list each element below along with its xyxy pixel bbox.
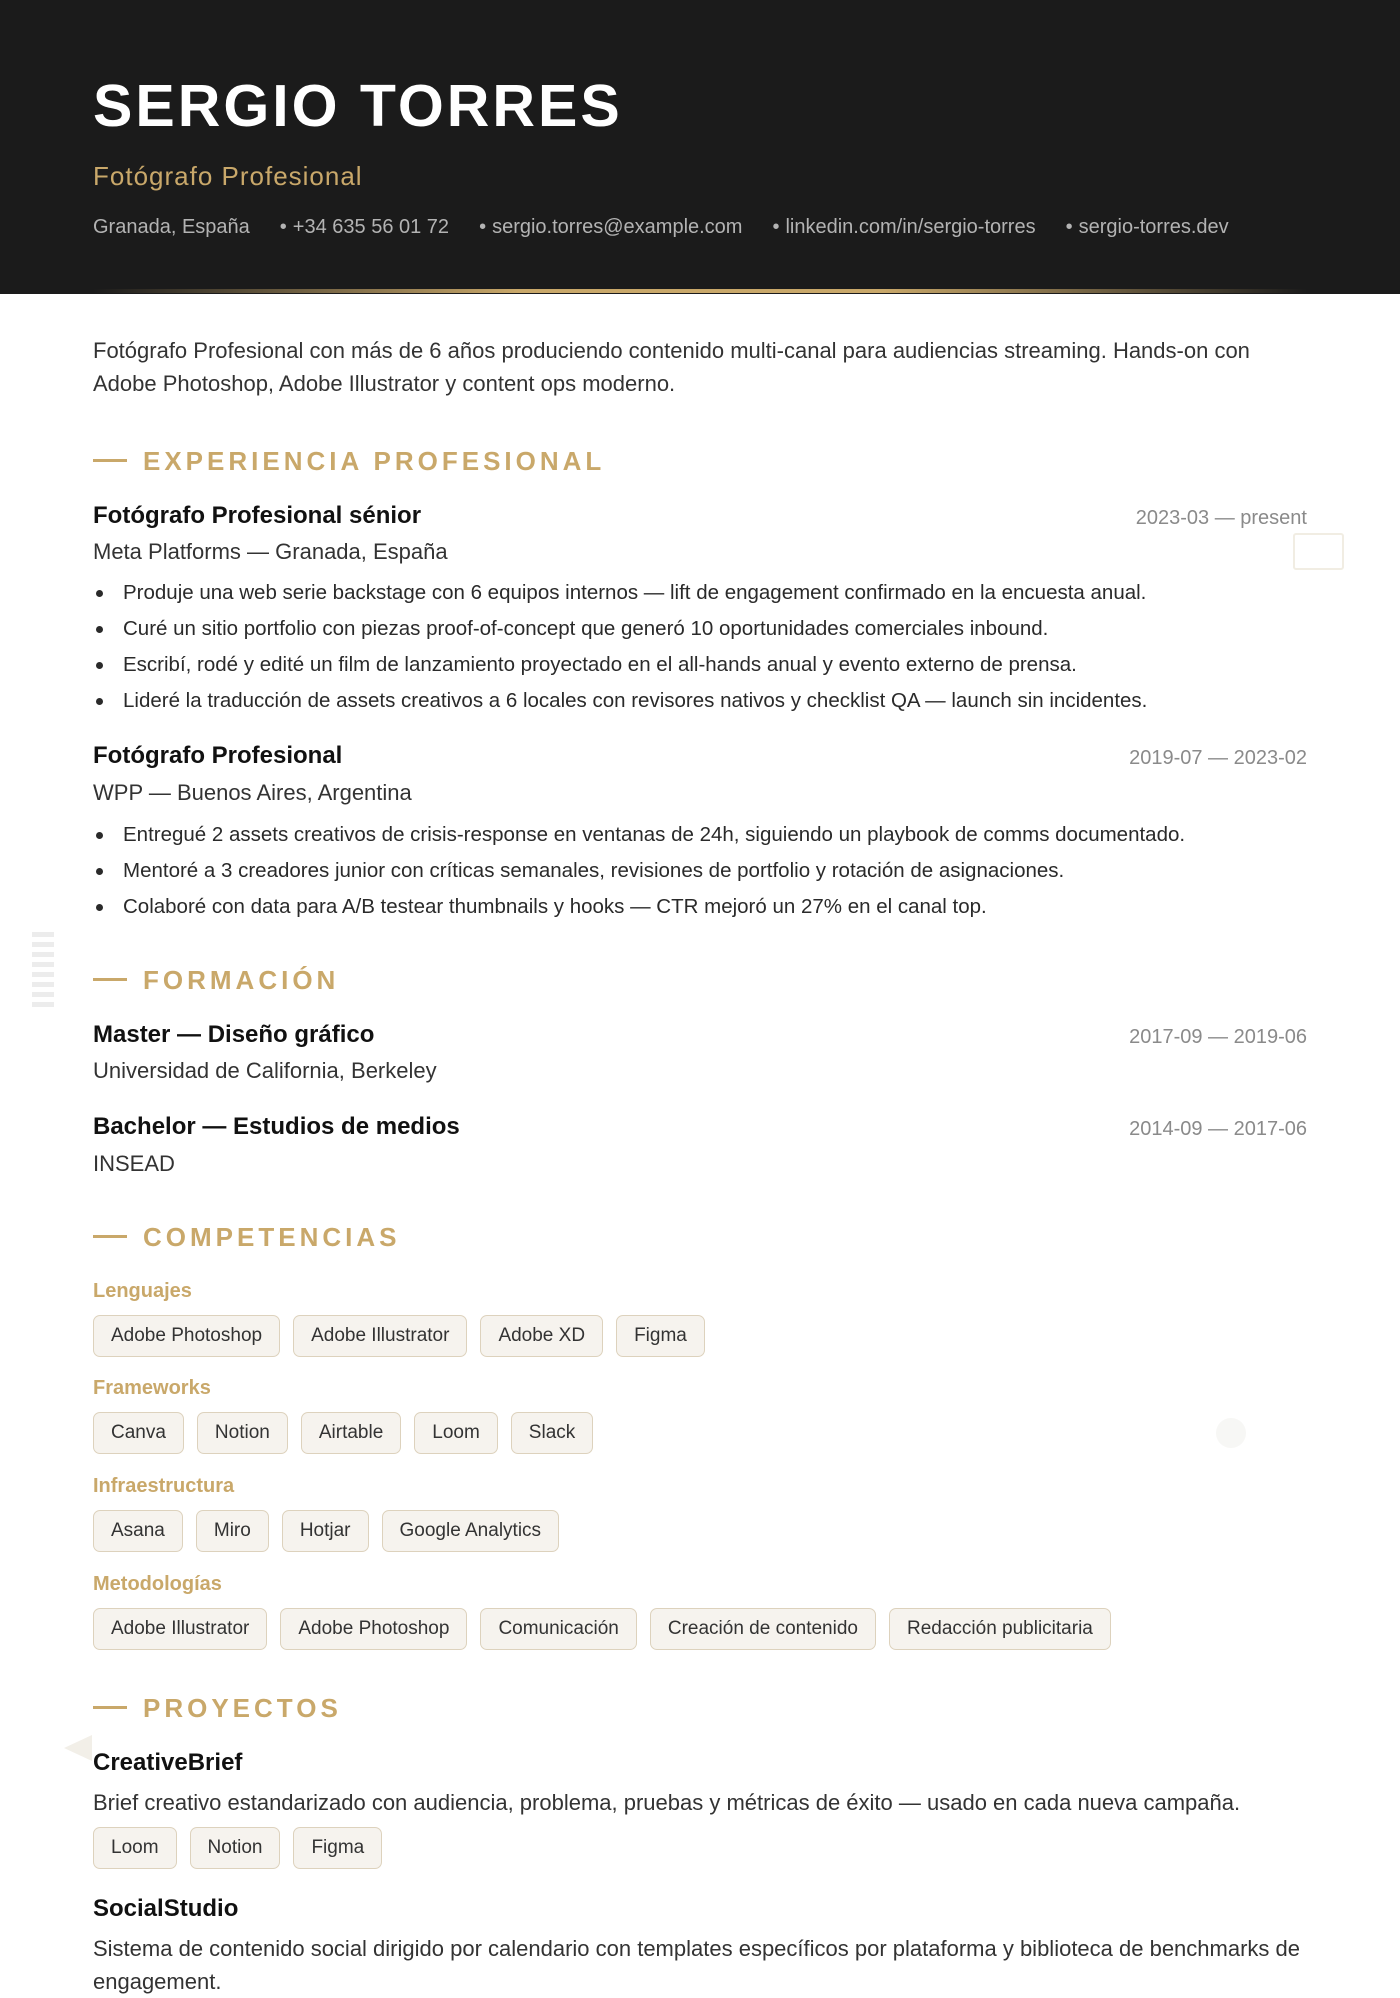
skill-chip: Redacción publicitaria	[889, 1608, 1111, 1650]
section-heading-label: COMPETENCIAS	[143, 1222, 401, 1252]
bullet-item: Produje una web serie backstage con 6 equipos internos — lift de engagement confirmado en la encuesta anual.	[93, 575, 1308, 611]
bullet-item: Colaboré con data para A/B testear thumbnails y hooks — CTR mejoró un 27% en el canal top.	[93, 889, 1308, 925]
skill-chips	[93, 1608, 1111, 1650]
degree-dates: 2017-09 — 2019-06	[1129, 1026, 1307, 1048]
skill-chip: Slack	[511, 1412, 593, 1454]
job-org: WPP — Buenos Aires, Argentina	[93, 780, 412, 805]
contact-website[interactable]: • sergio-torres.dev	[1066, 214, 1229, 240]
candidate-name: SERGIO TORRES	[93, 73, 623, 139]
skill-chip: Adobe Illustrator	[293, 1315, 467, 1357]
project-tag: Figma	[293, 1827, 382, 1869]
contact-location: Granada, España	[93, 216, 250, 238]
decorative-triangle	[64, 1735, 92, 1761]
bullet-item: Mentoré a 3 creadores junior con críticas semanales, revisiones de portfolio y rotación de asignaciones.	[93, 853, 1308, 889]
job-org: Meta Platforms — Granada, España	[93, 539, 448, 564]
section-heading-skills	[93, 1221, 400, 1253]
section-heading-label: FORMACIÓN	[143, 965, 340, 995]
skill-group-label: Lenguajes	[93, 1280, 192, 1302]
skill-chip: Adobe XD	[480, 1315, 603, 1357]
degree-title: Bachelor — Estudios de medios	[93, 1113, 460, 1140]
project-description: Brief creativo estandarizado con audiencia, problema, pruebas y métricas de éxito — usado en cada nueva campaña.	[93, 1790, 1241, 1815]
bullet-item: Entregué 2 assets creativos de crisis-response en ventanas de 24h, siguiendo un playbook de comms documentado.	[93, 817, 1308, 853]
heading-dash	[93, 1235, 127, 1238]
job-role: Fotógrafo Profesional	[93, 742, 343, 769]
section-heading-experience	[93, 445, 605, 477]
job-role: Fotógrafo Profesional sénior	[93, 502, 422, 529]
section-heading-education	[93, 964, 339, 996]
skill-chip: Google Analytics	[382, 1510, 560, 1552]
heading-dash	[93, 978, 127, 981]
skill-chip: Creación de contenido	[650, 1608, 876, 1650]
skill-group-label: Infraestructura	[93, 1475, 235, 1497]
bullet-item: Curé un sitio portfolio con piezas proof-of-concept que generó 10 oportunidades comerciales inbound.	[93, 611, 1308, 647]
header-banner	[0, 0, 1400, 294]
skill-chip: Canva	[93, 1412, 184, 1454]
skill-chip: Adobe Photoshop	[280, 1608, 467, 1650]
section-heading-label: PROYECTOS	[143, 1693, 342, 1723]
decorative-bars	[32, 932, 54, 1012]
skill-chip: Figma	[616, 1315, 705, 1357]
skill-chip: Adobe Photoshop	[93, 1315, 280, 1357]
project-name: SocialStudio	[93, 1895, 239, 1922]
skill-chip: Notion	[197, 1412, 288, 1454]
summary: Fotógrafo Profesional con más de 6 años produciendo contenido multi-canal para audiencias streaming. Hands-on con Adobe Photoshop, Adobe Illustrator y content ops moderno.	[93, 338, 1250, 396]
section-heading-projects	[93, 1692, 342, 1724]
skill-chip: Miro	[196, 1510, 269, 1552]
job-dates: 2019-07 — 2023-02	[1129, 747, 1307, 769]
decorative-frame	[1293, 533, 1344, 570]
skill-chip: Comunicación	[480, 1608, 636, 1650]
degree-dates: 2014-09 — 2017-06	[1129, 1118, 1307, 1140]
section-heading-label: EXPERIENCIA PROFESIONAL	[143, 446, 606, 476]
decorative-dot	[1216, 1418, 1246, 1448]
contact-email[interactable]: • sergio.torres@example.com	[479, 214, 742, 240]
skill-group-label: Frameworks	[93, 1377, 211, 1399]
skill-chips	[93, 1315, 705, 1357]
degree-school: Universidad de California, Berkeley	[93, 1058, 437, 1083]
project-tags	[93, 1827, 382, 1869]
skill-chip: Adobe Illustrator	[93, 1608, 267, 1650]
project-tag: Notion	[190, 1827, 281, 1869]
skill-chips	[93, 1510, 559, 1552]
project-description: Sistema de contenido social dirigido por calendario con templates específicos por plataforma y biblioteca de benchmarks de engagement.	[93, 1936, 1301, 1994]
bullet-item: Lideré la traducción de assets creativos a 6 locales con revisores nativos y checklist QA — launch sin incidentes.	[93, 683, 1308, 719]
contact-row	[93, 214, 1229, 240]
degree-school: INSEAD	[93, 1151, 175, 1176]
project-tag: Loom	[93, 1827, 177, 1869]
candidate-title: Fotógrafo Profesional	[93, 161, 363, 191]
skill-chip: Hotjar	[282, 1510, 369, 1552]
job-bullets	[93, 817, 1308, 925]
job-bullets	[93, 575, 1308, 719]
contact-linkedin[interactable]: • linkedin.com/in/sergio-torres	[772, 214, 1035, 240]
skill-chips	[93, 1412, 593, 1454]
bullet-item: Escribí, rodé y edité un film de lanzamiento proyectado en el all-hands anual y evento externo de prensa.	[93, 647, 1308, 683]
skill-chip: Airtable	[301, 1412, 401, 1454]
contact-phone: • +34 635 56 01 72	[280, 214, 449, 240]
heading-dash	[93, 1706, 127, 1709]
header-divider	[93, 289, 1307, 293]
heading-dash	[93, 459, 127, 462]
degree-title: Master — Diseño gráfico	[93, 1021, 375, 1048]
skill-chip: Asana	[93, 1510, 183, 1552]
job-dates: 2023-03 — present	[1135, 507, 1307, 529]
skill-chip: Loom	[414, 1412, 498, 1454]
project-name: CreativeBrief	[93, 1749, 243, 1776]
skill-group-label: Metodologías	[93, 1573, 222, 1595]
